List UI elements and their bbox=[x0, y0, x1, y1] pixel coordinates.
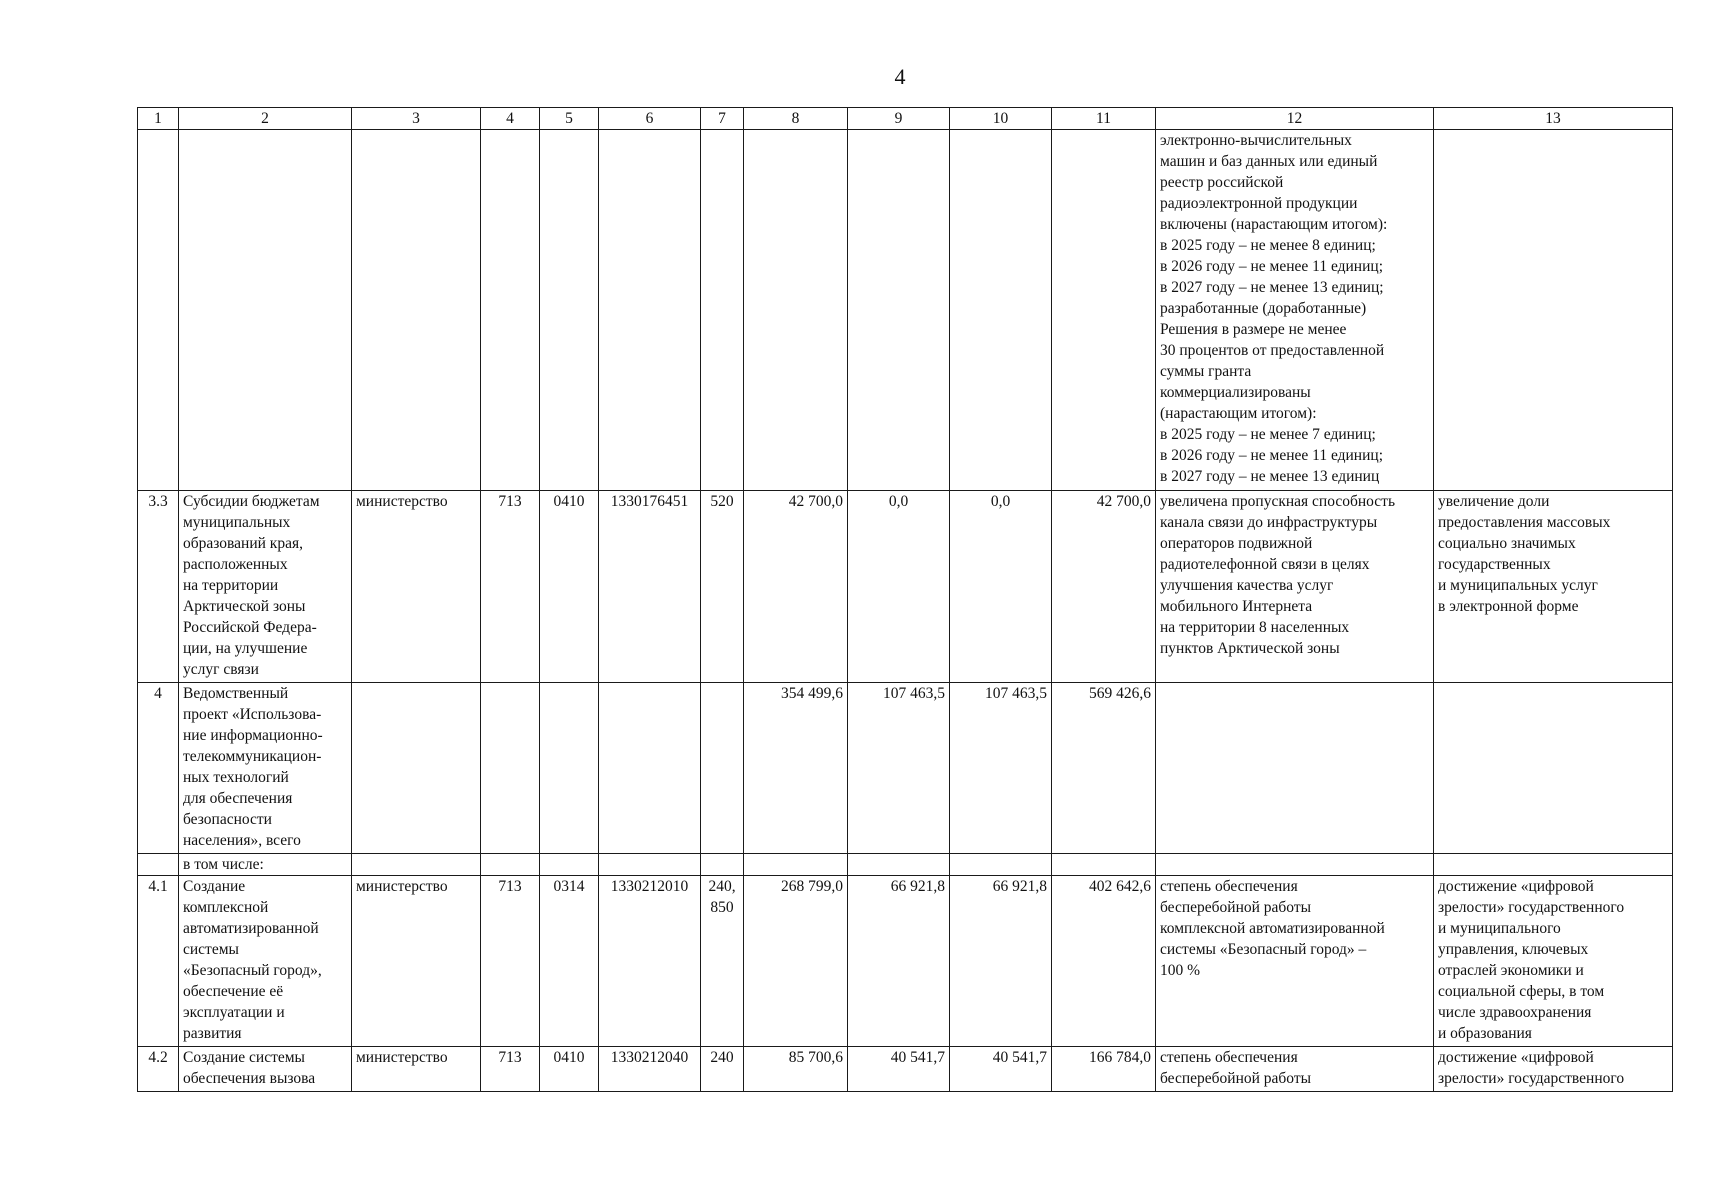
result-cell: увеличена пропускная способность канала связи до инфраструктуры операторов подвижной радиотелефонной связи в целях улучшения качества услуг мобильного Интернета на территории 8 населенных пунктов Арктической зоны bbox=[1156, 491, 1434, 683]
code-cell bbox=[701, 683, 744, 854]
header-cell: 12 bbox=[1156, 108, 1434, 130]
code-cell bbox=[599, 854, 701, 876]
code-cell bbox=[540, 854, 599, 876]
amount-cell: 0,0 bbox=[950, 491, 1052, 683]
name-cell: Создание комплексной автоматизированной системы «Безопасный город», обеспечение её эксплуатации и развития bbox=[179, 876, 352, 1047]
amount-cell: 40 541,7 bbox=[848, 1047, 950, 1092]
amount-cell bbox=[744, 130, 848, 491]
goal-cell bbox=[1434, 130, 1673, 491]
row-number-cell bbox=[138, 854, 179, 876]
header-cell: 2 bbox=[179, 108, 352, 130]
amount-cell: 166 784,0 bbox=[1052, 1047, 1156, 1092]
table-row bbox=[138, 130, 1673, 491]
row-number-cell bbox=[138, 130, 179, 491]
executor-cell: министерство bbox=[352, 876, 481, 1047]
amount-cell: 40 541,7 bbox=[950, 1047, 1052, 1092]
row-number-cell: 3.3 bbox=[138, 491, 179, 683]
header-cell: 7 bbox=[701, 108, 744, 130]
amount-cell bbox=[744, 854, 848, 876]
amount-cell: 569 426,6 bbox=[1052, 683, 1156, 854]
table-row bbox=[138, 1047, 1673, 1092]
code-cell bbox=[701, 854, 744, 876]
code-cell bbox=[540, 683, 599, 854]
executor-cell bbox=[352, 130, 481, 491]
code-cell: 0410 bbox=[540, 1047, 599, 1092]
executor-cell: министерство bbox=[352, 491, 481, 683]
code-cell: 713 bbox=[481, 1047, 540, 1092]
amount-cell: 107 463,5 bbox=[848, 683, 950, 854]
goal-cell bbox=[1434, 683, 1673, 854]
executor-cell bbox=[352, 683, 481, 854]
name-cell: Субсидии бюджетам муниципальных образований края, расположенных на территории Арктической зоны Российской Федера- ции, на улучшение услуг связи bbox=[179, 491, 352, 683]
header-cell: 9 bbox=[848, 108, 950, 130]
table-row bbox=[138, 876, 1673, 1047]
code-cell: 240 bbox=[701, 1047, 744, 1092]
header-cell: 11 bbox=[1052, 108, 1156, 130]
code-cell bbox=[481, 854, 540, 876]
amount-cell bbox=[950, 130, 1052, 491]
code-cell: 1330212040 bbox=[599, 1047, 701, 1092]
executor-cell bbox=[352, 854, 481, 876]
amount-cell bbox=[848, 130, 950, 491]
amount-cell: 42 700,0 bbox=[1052, 491, 1156, 683]
code-cell: 713 bbox=[481, 491, 540, 683]
name-cell: в том числе: bbox=[179, 854, 352, 876]
result-cell: степень обеспечения бесперебойной работы комплексной автоматизированной системы «Безопасный город» – 100 % bbox=[1156, 876, 1434, 1047]
page-number: 4 bbox=[894, 64, 906, 89]
name-cell: Ведомственный проект «Использова- ние информационно- телекоммуникацион- ных технологий для обеспечения безопасности населения», всего bbox=[179, 683, 352, 854]
code-cell: 240, 850 bbox=[701, 876, 744, 1047]
name-cell bbox=[179, 130, 352, 491]
amount-cell: 354 499,6 bbox=[744, 683, 848, 854]
code-cell bbox=[540, 130, 599, 491]
header-cell: 10 bbox=[950, 108, 1052, 130]
amount-cell: 0,0 bbox=[848, 491, 950, 683]
amount-cell bbox=[950, 854, 1052, 876]
row-number-cell: 4 bbox=[138, 683, 179, 854]
header-cell: 5 bbox=[540, 108, 599, 130]
table-row bbox=[138, 683, 1673, 854]
budget-table bbox=[137, 107, 1673, 1092]
amount-cell: 85 700,6 bbox=[744, 1047, 848, 1092]
goal-cell bbox=[1434, 854, 1673, 876]
code-cell bbox=[481, 683, 540, 854]
code-cell: 0314 bbox=[540, 876, 599, 1047]
executor-cell: министерство bbox=[352, 1047, 481, 1092]
goal-cell: увеличение доли предоставления массовых социально значимых государственных и муниципальных услуг в электронной форме bbox=[1434, 491, 1673, 683]
code-cell: 713 bbox=[481, 876, 540, 1047]
amount-cell: 268 799,0 bbox=[744, 876, 848, 1047]
code-cell bbox=[599, 130, 701, 491]
header-row bbox=[138, 108, 1673, 130]
code-cell bbox=[701, 130, 744, 491]
result-cell bbox=[1156, 683, 1434, 854]
row-number-cell: 4.1 bbox=[138, 876, 179, 1047]
amount-cell bbox=[1052, 854, 1156, 876]
amount-cell: 107 463,5 bbox=[950, 683, 1052, 854]
amount-cell bbox=[1052, 130, 1156, 491]
name-cell: Создание системы обеспечения вызова bbox=[179, 1047, 352, 1092]
code-cell: 1330176451 bbox=[599, 491, 701, 683]
code-cell: 0410 bbox=[540, 491, 599, 683]
header-cell: 3 bbox=[352, 108, 481, 130]
goal-cell: достижение «цифровой зрелости» государственного bbox=[1434, 1047, 1673, 1092]
amount-cell: 66 921,8 bbox=[950, 876, 1052, 1047]
code-cell: 1330212010 bbox=[599, 876, 701, 1047]
code-cell bbox=[599, 683, 701, 854]
result-cell bbox=[1156, 854, 1434, 876]
amount-cell bbox=[848, 854, 950, 876]
header-cell: 1 bbox=[138, 108, 179, 130]
code-cell bbox=[481, 130, 540, 491]
header-cell: 6 bbox=[599, 108, 701, 130]
amount-cell: 66 921,8 bbox=[848, 876, 950, 1047]
row-number-cell: 4.2 bbox=[138, 1047, 179, 1092]
header-cell: 13 bbox=[1434, 108, 1673, 130]
header-cell: 4 bbox=[481, 108, 540, 130]
amount-cell: 402 642,6 bbox=[1052, 876, 1156, 1047]
result-cell: электронно-вычислительных машин и баз данных или единый реестр российской радиоэлектронной продукции включены (нарастающим итогом): в 2025 году – не менее 8 единиц; в 2026 году – не менее 11 единиц; в 2027 году – не менее 13 единиц; разработанные (доработанные) Решения в размере не менее 30 процентов от предоставленной суммы гранта коммерциализированы (нарастающим итогом): в 2025 году – не менее 7 единиц; в 2026 году – не менее 11 единиц; в 2027 году – не менее 13 единиц bbox=[1156, 130, 1434, 491]
result-cell: степень обеспечения бесперебойной работы bbox=[1156, 1047, 1434, 1092]
table-row bbox=[138, 854, 1673, 876]
code-cell: 520 bbox=[701, 491, 744, 683]
goal-cell: достижение «цифровой зрелости» государственного и муниципального управления, ключевых отраслей экономики и социальной сферы, в том числе здравоохранения и образования bbox=[1434, 876, 1673, 1047]
table-row bbox=[138, 491, 1673, 683]
header-cell: 8 bbox=[744, 108, 848, 130]
amount-cell: 42 700,0 bbox=[744, 491, 848, 683]
